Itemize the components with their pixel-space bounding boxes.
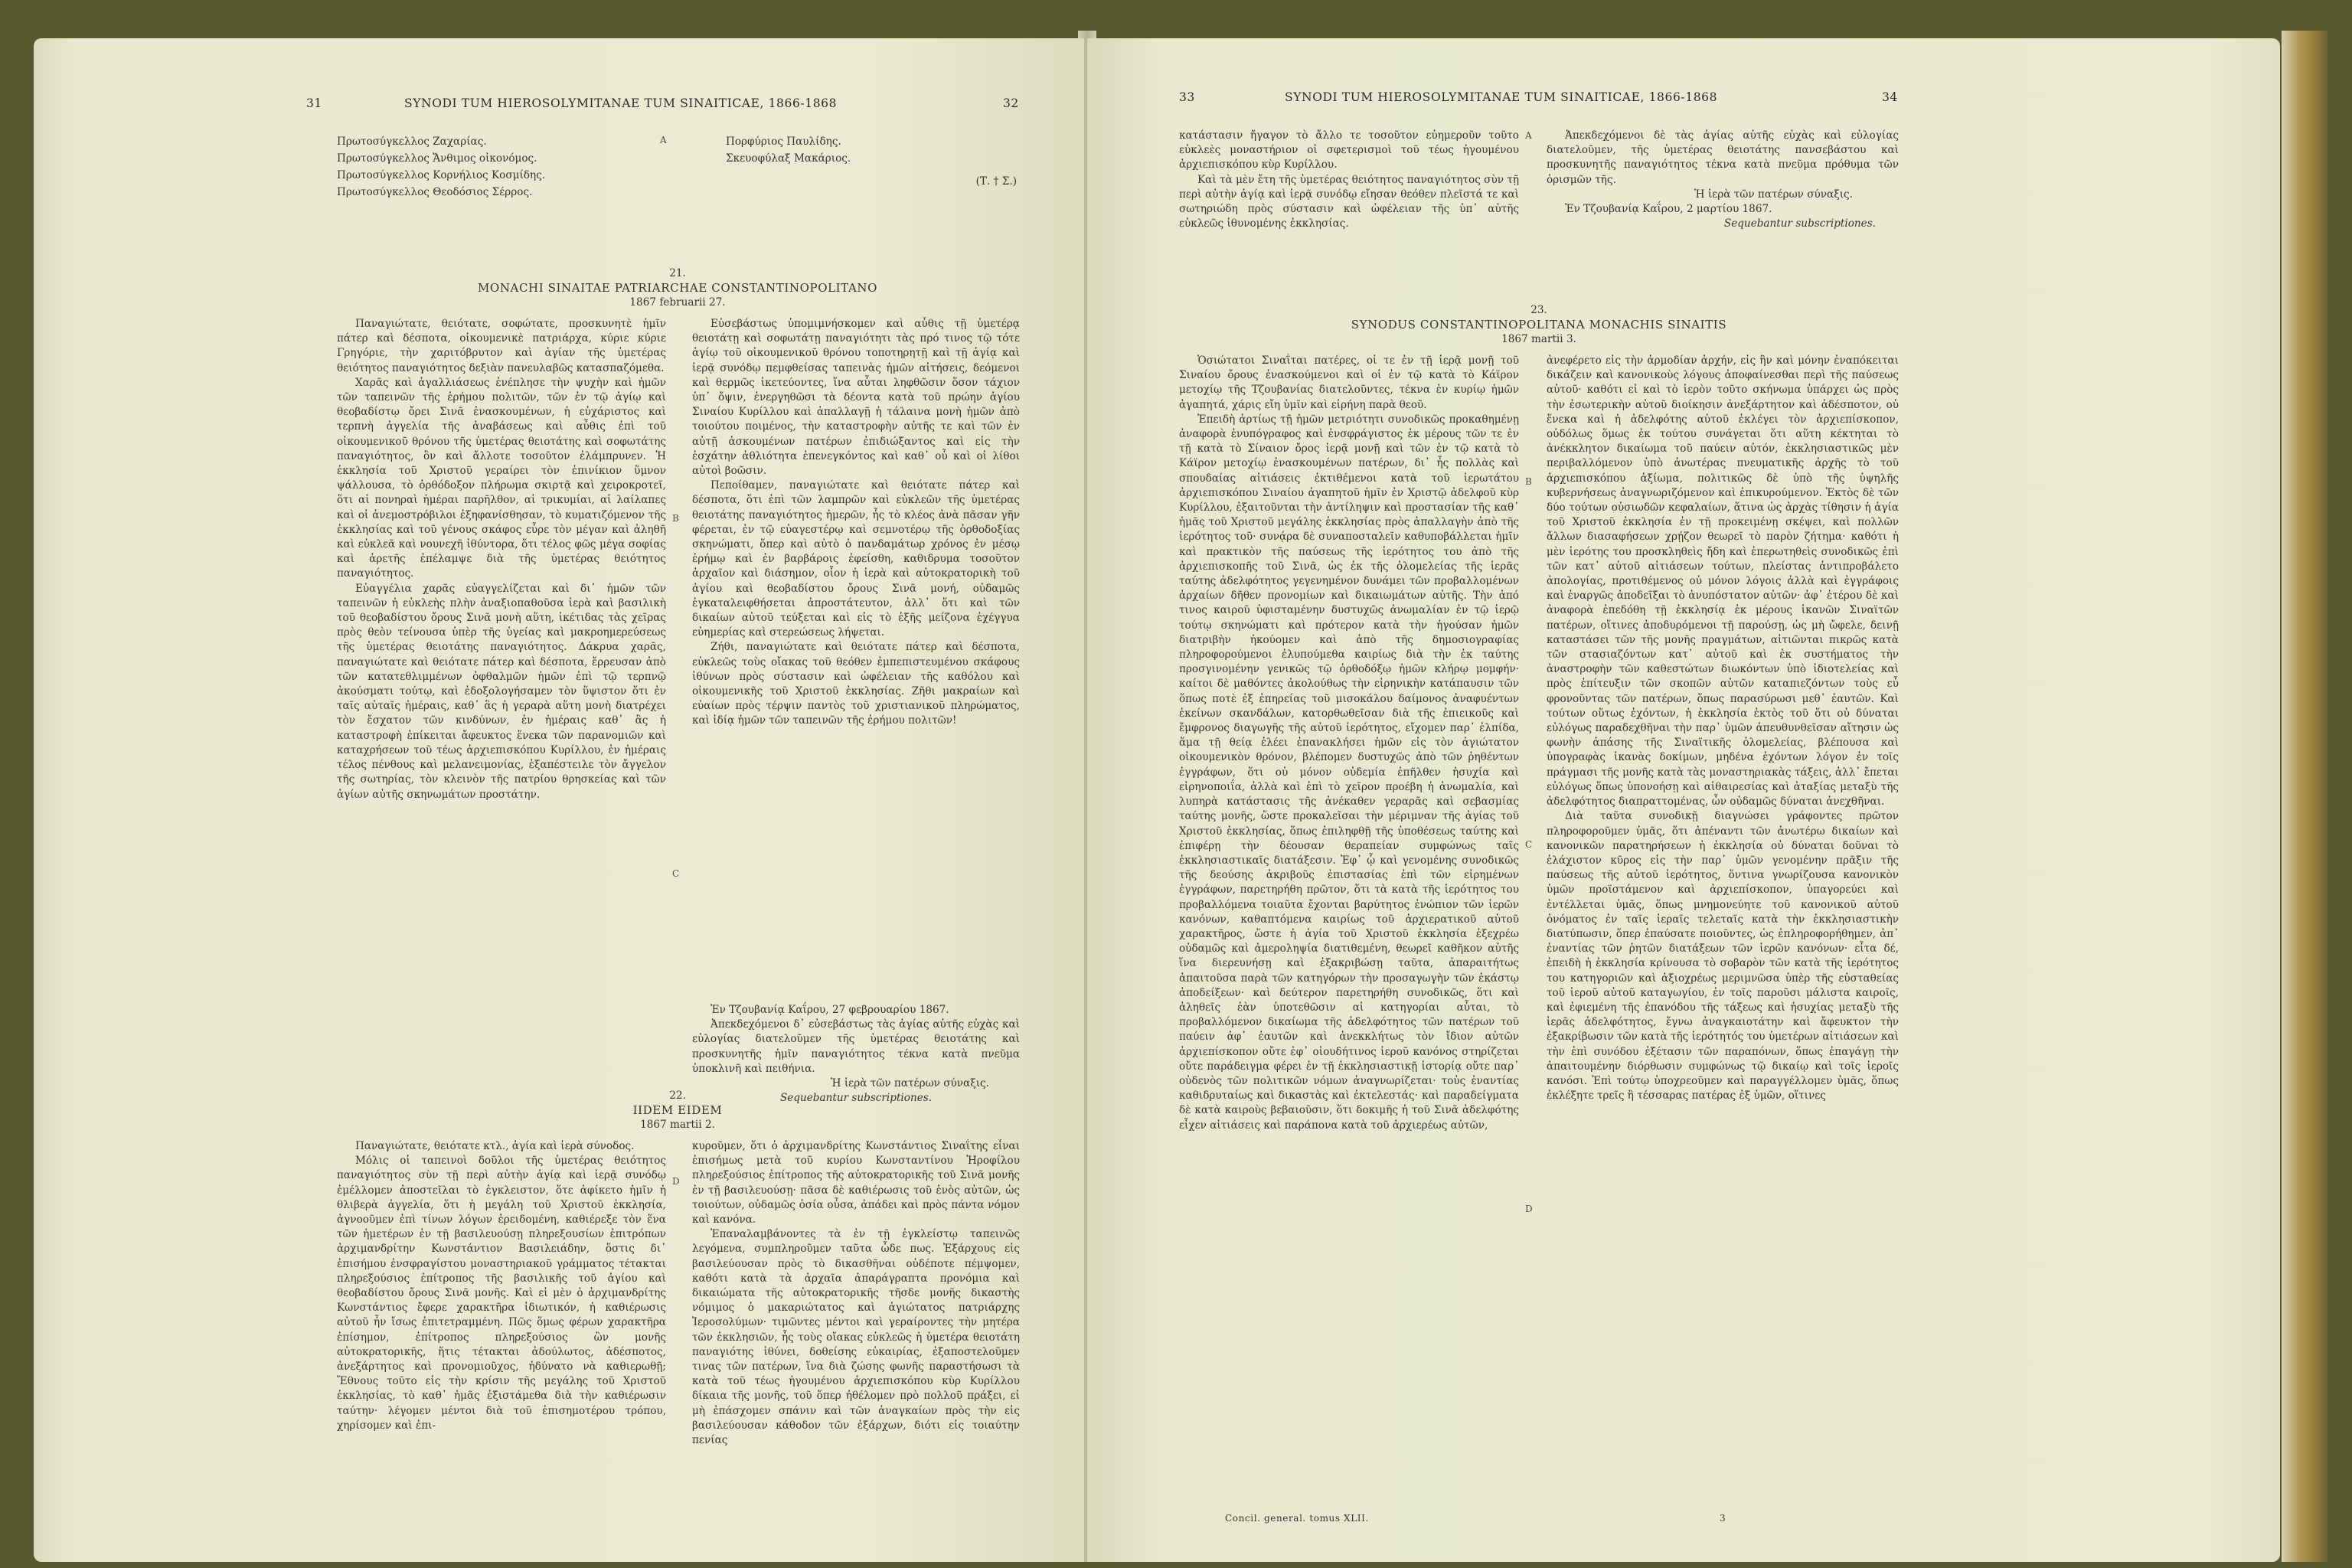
doc21-subscriptions-note: Sequebantur subscriptiones. [779,1092,933,1105]
paragraph: κυροῦμεν, ὅτι ὁ ἀρχιμανδρίτης Κωνστάντιος Σιναΐτης εἶναι ἐπισήμως μετὰ τοῦ κυρίου Κωνσταντίνου Ἡροφίλου πληρεξούσιος ἐπίτροπος τῆς αὐτοκρατορικῆς τοῦ Σινᾶ μονῆς ἐν τῇ βασιλευούσῃ· πᾶσα δὲ καθιέρωσις τοῦ ἑνὸς αὐτῶν, ὡς τοιούτων, οὐδαμῶς ὁσία οὖσα, ἀπάδει καὶ πρὸς πάντα νόμον καὶ κανόνα. [692,1140,1020,1227]
margin-letter-a-right: A [1525,130,1532,141]
paragraph: Ἐπειδὴ ἀρτίως τῇ ἡμῶν μετριότητι συνοδικῶς προκαθημένῃ ἀναφορὰ ἐνυπόγραφος καὶ ἐνσφράγιστος ἐκ μέρους τῶν τε ἐν τῇ κατὰ τὸ Σίναιον ὄρος ἱερᾷ μονῇ καὶ τῶν ἐν τῷ κατὰ τὸ Κάϊρον μετοχίῳ ἐνασκουμένων πατέρων, δι᾿ ἧς πολλὰς καὶ σπουδαίας αἰτιάσεις ἐκτιθέμενοι κατὰ τοῦ ἱερωτάτου ἀρχιεπισκόπου Σιναίου ἀγαπητοῦ ἡμῖν ἐν Χριστῷ ἀδελφοῦ κὺρ Κυρίλλου, ἐξαιτοῦνται τὴν ἀντίληψιν καὶ προστασίαν τῆς καθ᾿ ἡμᾶς τοῦ Χριστοῦ μεγάλης ἐκκλησίας πρὸς ἀπαλλαγὴν ἀπὸ τῆς ἱερότητος τοῦ· συνᾴρα δὲ συναποσταλεῖν καθυποβάλλεται ἡμῖν καὶ πρακτικὸν τῆς παύσεως τῆς ἱερότητος του ἀπὸ τῆς ἀρχιεπισκοπῆς τοῦ Σινᾶ, ὡς ἐκ τῆς ὁλομελείας τῆς ἱερᾶς ταύτης ἀδελφότητος γεγενημένον δυνάμει τῶν προβαλλομένων ἀρχαίων δῆθεν προνομίων καὶ δικαιωμάτων αὐτῆς. Τὴν ἀπό τινος καιροῦ ὑφισταμένην δυστυχῶς ἀνωμαλίαν ἐν τῷ ἱερῷ τούτῳ σκηνώματι καὶ πρότερον κατὰ τὴν ἡγούσαν ἡμῶν διατριβὴν ἠκούομεν καὶ ἀπὸ τῆς δημοσιογραφίας πληροφορούμενοι ἐλυπούμεθα καιρίως διὰ τὴν ἐκ ταύτης προσγινομένην γενικῶς τῷ ὀρθοδόξῳ ἡμῶν κλήρῳ μομφήν· καίτοι δὲ μαθόντες ἀκολούθως τὴν εἰρηνικὴν κατάπαυσιν τῶν ὅπως ποτὲ ἐξ ἐπηρείας τοῦ μισοκάλου δαίμονος ἀναφυέντων ἐκείνων σκανδάλων, κατορθωθεῖσαν διὰ τῆς ἐπιεικοῦς καὶ ἔμφρονος διαγωγῆς τῆς αὐτοῦ ἱερότητος, εἴχομεν παρ᾿ ἐλπίδα, ἅμα τῇ θείᾳ ἐλέει ἐπανακλήσει ἡμῶν εἰς τὸν ἁγιώτατον οἰκουμενικὸν θρόνον, βλέπομεν δυστυχῶς ἀπὸ τῶν ῥηθέντων ἐγγράφων, ὅτι οὐ μόνον οὐδεμία ἐπῆλθεν ἡσυχία καὶ εἰρηνοποιΐα, ἀλλὰ καὶ ἐπὶ τὸ χεῖρον προέβη ἡ ἀνωμαλία, καὶ λυπηρὰ κατάστασις τῆς ἀνέκαθεν γεραρᾶς καὶ σεβασμίας ταύτης μονῆς, ὥστε προκαλεῖσαι τὴν μέριμναν τῆς ἁγίας τοῦ Χριστοῦ ἐκκλησίας, ὅπως ἐπιληφθῇ τῆς ὑποθέσεως ταύτης καὶ ἐπιφέρῃ τὴν δέουσαν θεραπείαν συμφώνως ταῖς ἐκκλησιαστικαῖς διατάξεσιν. Ἐφ᾿ ᾧ καὶ γενομένης συνοδικῶς τῆς δεούσης ἀκριβοῦς ἐπιστασίας ἐπὶ τῶν εἰρημένων ἐγγράφων, παρετηρήθη πρῶτον, ὅτι τὰ κατὰ τῆς ἱερότητος του προβαλλόμενα τοιαῦτα ἔχονται βαρύτητος ἐνώπιον τῶν ἱερῶν κανόνων, καθαπτόμενα καιρίως τοῦ ἀρχιερατικοῦ αὐτοῦ χαρακτῆρος, ὥστε ἡ ἁγία τοῦ Χριστοῦ ἐκκλησία ἐξεχρέω οὐδαμῶς καὶ ἀμεροληψία διατιθεμένη, θεωρεῖ καθῆκον αὐτῆς ἵνα διερευνήσῃ καὶ ἐξακριβώσῃ ταῦτα, ἀπαραιτήτως ἀπαιτοῦσα παρὰ τῶν κατηγόρων τὴν προσαγωγὴν τῶν ἑκάστῳ ἀποδείξεων· καὶ δεύτερον παρετηρήθη συνοδικῶς, ὅτι καὶ ἀληθεῖς ἐὰν ὑποτεθῶσιν αἱ κατηγορίαι αὗται, τὸ προβαλλόμενον δικαίωμα τῆς ἀδελφότητος τῶν πατέρων τοῦ παύειν ἀφ᾿ ἑαυτῶν καὶ ἀνεκκλήτως τὸν ἴδιον αὐτῶν ἀρχιεπίσκοπον οὔτε ἐφ᾿ οἱουδήτινος ἱεροῦ κανόνος στηρίζεται οὔτε παράδειγμα φέρει ἐν τῇ ἐκκλησιαστικῇ ἱστορίᾳ οὔτε παρ᾿ οὐδενὸς τῶν πολιτικῶν νόμων ἀναγνωρίζεται· τοὐς ἐναντίας καθιδρυταίως καὶ δικαστὰς καὶ ἐκτελεστάς· καὶ παραδείγματα δὲ κατὰ καιροὺς βεβαιοῦσιν, ὅτι δοκιμῆς ἡ τοῦ Σινᾶ ἀδελφότης εἶχεν αἰτιάσεις καὶ παράπονα κατὰ τοῦ ἀρχιερέως αὐτῶν, [1179,413,1519,1132]
right-page-number-33: 33 [1179,90,1195,104]
left-running-title: SYNODI TUM HIEROSOLYMITANAE TUM SINAITICAE, 1866-1868 [404,96,838,110]
doc22-column-1 [337,1139,666,1522]
doc22-place-date: Ἐν Τζουβανίᾳ Καΐρου, 2 μαρτίου 1867. [1565,203,1772,216]
doc22-continuation-col2 [1547,129,1899,231]
left-page [34,38,1084,1562]
signers-right [726,133,1017,190]
right-page [1087,38,2280,1562]
doc23-date: 1867 martii 3. [1501,333,1576,346]
signer: Πρωτοσύγκελλος Ζαχαρίας. [337,136,487,148]
signers-left [337,133,643,201]
doc23-column-1 [1179,354,1519,1501]
paragraph: κατάστασιν ἤγαγον τὸ ἄλλο τε τοσοῦτον εὐημεροῦν τοῦτο εὐκλεὲς μοναστήριον οἱ σφετερισμοὶ τοῦ τέως ἡγουμένου ἀρχιεπισκόπου κὺρ Κυρίλλου. [1179,129,1519,172]
signer: Πρωτοσύγκελλος Ἄνθιμος οἰκονόμος. [337,152,537,165]
doc21-column-2 [692,317,1020,1106]
left-page-number-32: 32 [1003,96,1019,110]
paragraph: Παναγιώτατε, θειότατε κτλ., ἁγία καὶ ἱερὰ σύνοδος. [355,1140,635,1152]
doc23-number: 23. [1530,304,1547,316]
doc23-column-2 [1547,354,1899,1501]
doc21-column-1 [337,317,666,1121]
signature-number: 3 [1720,1513,1726,1524]
margin-letter-c: C [672,868,680,879]
seal-note: (Τ. † Σ.) [975,175,1017,188]
doc21-signature: Ἡ ἱερὰ τῶν πατέρων σύναξις. [831,1077,989,1090]
margin-letter-b-right: B [1525,476,1532,487]
doc21-heading [337,266,1018,311]
doc21-date: 1867 februarii 27. [629,296,726,309]
doc22-title: IIDEM EIDEM [632,1103,723,1118]
margin-letter-c-right: C [1525,839,1533,850]
doc23-title: SYNODUS CONSTANTINOPOLITANA MONACHIS SINAITIS [1351,318,1727,332]
paragraph: Εὐσεβάστως ὑπομιμνήσκομεν καὶ αὖθις τῇ ὑμετέρᾳ θειοτάτῃ καὶ σοφωτάτῃ παναγιότητι τὰς πρό τινος τῷ τότε ἁγίῳ τοῦ οἰκουμενικοῦ θρόνου τοποτηρητῇ καὶ τῇ ἁγίᾳ καὶ ἱερᾷ συνόδῳ πεμφθείσας ταπεινὰς ἡμῶν αἰτήσεις, δεόμενοι καὶ θερμῶς ἱκετεύοντες, ἵνα αὗται ληφθῶσιν ὅσον τάχιον ὑπ᾿ ὄψιν, ἐνεργηθῶσι τὰ δέοντα κατὰ τοῦ πρώην ἁγίου Σιναίου Κυρίλλου καὶ ἀπαλλαγῇ ἡ τάλαινα μονὴ ἡμῶν ἀπὸ τοιούτου ποιμένος, τὴν καταστροφὴν αὐτῆς τε καὶ τῶν ἐν αὐτῇ ἀσκουμένων πατέρων ἐπιδιώξαντος καὶ εἰς τὴν ἐσχάτην ἀθλιότητα ἐπενεγκόντος καὶ καθ᾿ οὗ καὶ οἱ λίθοι αὐτοὶ βοῶσιν. [692,318,1020,478]
doc21-place-date: Ἐν Τζουβανίᾳ Καΐρου, 27 φεβρουαρίου 1867. [710,1004,949,1016]
doc22-date: 1867 martii 2. [640,1119,715,1132]
paragraph: Καὶ τὰ μὲν ἔτη τῆς ὑμετέρας θειότητος παναγιότητος σὺν τῇ περὶ αὐτὴν ἁγίᾳ καὶ ἱερᾷ συνόδῳ εἴησαν θεόθεν πλεῖστά τε καὶ σωτηριώδη πρὸς σύστασιν καὶ ὠφέλειαν τῆς ὑπ᾿ αὐτῆς εὐκλεῶς ἰθυνομένης ἐκκλησίας. [1179,173,1519,230]
paragraph: Παναγιώτατε, θειότατε, σοφώτατε, προσκυνητὲ ἡμῖν πάτερ καὶ δέσποτα, οἰκουμενικὲ πατριάρχα, κύριε κύριε Γρηγόριε, τὴν χαριτόβρυτον καὶ ἁγίαν τῆς ὑμετέρας θειότητος παναγιότητος δεξιὰν πανευλαβῶς κατασπαζόμεθα. [337,318,666,374]
margin-letter-d: D [672,1176,680,1187]
paragraph: Μόλις οἱ ταπεινοὶ δοῦλοι τῆς ὑμετέρας θειότητος παναγιότητος σὺν τῇ περὶ αὐτὴν ἁγίᾳ καὶ ἱερᾷ συνόδῳ ἐμέλλομεν ἀποστεῖλαι τὸ ἐγκλειστον, ὅτε ἀφίκετο ἡμῖν ἡ θλιβερὰ ἀγγελία, ὅτι ἡ μεγάλη τοῦ Χριστοῦ ἐκκλησία, ἀγνοοῦμεν ἐπὶ τίνων λόγων ἐρειδομένη, καθιέρεξε τὸν ἕνα τῶν ἡμετέρων ἐν τῇ βασιλευούσῃ πληρεξουσίων ἐπιτρόπων ἀρχιμανδρίτην Κωνστάντιον Βασιλειάδην, ὅστις δι᾿ ἐπισήμου ἐνσφραγίστου μοναστηριακοῦ γράμματος τέτακται πληρεξούσιος ἐπίτροπος τῆς βασιλικῆς τοῦ ἁγίου καὶ θεοβαδίστου ὄρους Σινᾶ μονῆς. Καὶ εἰ μὲν ὁ ἀρχιμανδρίτης Κωνστάντιος ἔφερε χαρακτῆρα ἰδιωτικόν, ἡ καθιέρωσις αὐτοῦ ἦν ἴσως ἐπιτετραμμένη. Πῶς ὅμως φέρων χαρακτῆρα ἐπίσημον, ἐπίτροπος πληρεξούσιος ὢν μονῆς αὐτοκρατορικῆς, ἥτις τέτακται ἀδούλωτος, ἀδέσποτος, ἀνεξάρτητος καὶ προνομιοῦχος, ἠδύνατο νὰ καθιερωθῇ; Ἔθνους τοῦτο εἰς τὴν κρίσιν τῆς μεγάλης τοῦ Χριστοῦ ἐκκλησίας, τὸ καθ᾿ ἡμᾶς ἐξιστάμεθα διὰ τὴν καθιέρωσιν ταύτην· λέγομεν μέντοι διὰ τοῦ ἐπισημοτέρου τρόπου, χηρίσομεν καὶ ἐπι- [337,1155,666,1432]
doc22-heading [337,1089,1018,1133]
paragraph: Ζήθι, παναγιώτατε καὶ θειότατε πάτερ καὶ δέσποτα, εὐκλεῶς τοὺς οἴακας τοῦ θεόθεν ἐμπεπιστευμένου σκάφους ἰθύνων πρὸς σύστασιν καὶ ὠφέλειαν τῆς καθόλου καὶ οἰκουμενικῆς τοῦ Χριστοῦ ἐκκλησίας. Ζῆθι μακραίων καὶ εὐαίων πρὸς τέρψιν παντὸς τοῦ χριστιανικοῦ πληρώματος, καὶ ἰδίᾳ ἡμῶν τῶν ταπεινῶν τῆς ἐρήμου πολιτῶν! [692,641,1020,727]
paragraph: Πεποίθαμεν, παναγιώτατε καὶ θειότατε πάτερ καὶ δέσποτα, ὅτι ἐπὶ τῶν λαμπρῶν καὶ εὐκλεῶν τῆς ὑμετέρας θειοτάτης παναγιότητος ἡμερῶν, ἧς τὸ κλέος ἀνὰ πᾶσαν γῆν φέρεται, ἐν τῷ εὐαγεστέρῳ καὶ σεμνοτέρῳ τῆς ὀρθοδοξίας σκηνώματι, ὅπερ καὶ αὐτὸ ὁ πανδαμάτωρ χρόνος ἐν μέσῳ ἐρήμῳ καὶ ἐν βαρβάροις ἐφείσθη, καθιδρυμα τοσοῦτον ἀρχαῖον καὶ διάσημον, οἷον ἡ ἱερὰ καὶ αὐτοκρατορικὴ τοῦ ἁγίου καὶ θεοβαδίστου ὄρους Σινᾶ μονή, οὐδαμῶς ἐγκαταλειφθήσεται ἀπροστάτευτον, ἀλλ᾿ ὅτι καὶ τῶν δικαίων αὐτοῦ τεύξεται καὶ εἰς τὸ ἑξῆς μείζονα ἐχέγγυα εὐημερίας καὶ στερεώσεως λήψεται. [692,479,1020,639]
margin-letter-d-right: D [1525,1204,1533,1214]
margin-letter-a: A [660,135,667,145]
left-page-number-31: 31 [306,96,322,110]
doc22-signature: Ἡ ἱερὰ τῶν πατέρων σύναξις. [1694,188,1853,201]
doc21-title: MONACHI SINAITAE PATRIARCHAE CONSTANTINOPOLITANO [477,281,878,296]
signer: Πρωτοσύγκελλος Κορνήλιος Κοσμίδης. [337,169,546,181]
paragraph: Ἐπαναλαμβάνοντες τὰ ἐν τῇ ἐγκλείστῳ ταπεινῶς λεγόμενα, συμπληροῦμεν ταῦτα ὧδε πως. Ἐξάρχους εἰς βασιλεύουσαν πρὸς τὸ δικασθῆναι οὐδέποτε πέμψομεν, καθότι κατὰ τὰ ἀρχαῖα ἀπαράγραπτα προνόμια καὶ δικαιώματα τῆς αὐτοκρατορικῆς τῆσδε μονῆς δικαστὴς νόμιμος ὁ μακαριώτατος καὶ ἁγιώτατος πατριάρχης Ἱεροσολύμων· τιμῶντες μέντοι καὶ γεραίροντες τὴν μητέρα τῶν ἐκκλησιῶν, ἧς τοὺς οἴακας εὐκλεῶς ἡ ὑμετέρα θειοτάτη παναγιότης ἰθύνει, δοθείσης εὐκαιρίας, ἐξαποστελοῦμεν τινας τῶν πατέρων, ἵνα διὰ ζώσης φωνῆς παραστήσωσι τὰ κατὰ τοῦ τέως ἡγουμένου ἀρχιεπισκόπου κὺρ Κυρίλλου δίκαια τῆς μονῆς, τοῦ ὅπερ ἠθέλομεν πρὸ πολλοῦ πράξει, εἰ μὴ ἐπάσχομεν σπάνιν καὶ τῶν ἀναγκαίων πρὸς τὴν εἰς βασιλεύουσαν κάθοδον τῶν ἐξάρχων, διότι εἰς τοιαύτην πενίας [692,1228,1020,1447]
doc21-closing: Ἀπεκδεχόμενοι δ᾿ εὐσεβάστως τὰς ἁγίας αὐτῆς εὐχὰς καὶ εὐλογίας διατελοῦμεν τῆς ὑμετέρας θειοτάτης καὶ προσκυνητῆς ἡμῖν παναγιότητος τέκνα κατὰ πνεῦμα ὑποκλινῆ καὶ πειθήνια. [692,1018,1020,1075]
signature-line: Concil. general. tomus XLII. [1225,1513,1369,1524]
signer: Πρωτοσύγκελλος Θεοδόσιος Σέρρος. [337,186,533,198]
doc22-subscriptions-note: Sequebantur subscriptiones. [1723,217,1876,230]
doc22-column-2 [692,1139,1020,1522]
paragraph: Ὁσιώτατοι Σιναΐται πατέρες, οἱ τε ἐν τῇ ἱερᾷ μονῇ τοῦ Σιναίου ὄρους ἐνασκούμενοι καὶ οἱ ἐν τῷ κατὰ τὸ Κάϊρον μετοχίῳ τῆς Τζουβανίας διατελοῦντες, τέκνα ἐν κυρίῳ ἡμῶν ἀγαπητά, χάρις εἴη ὑμῖν καὶ εἰρήνη παρὰ θεοῦ. [1179,354,1519,411]
book-cover-edge [2282,31,2328,1562]
paragraph: Διὰ ταῦτα συνοδικῇ διαγνώσει γράφοντες πρῶτον πληροφοροῦμεν ὑμᾶς, ὅτι ἀπέναντι τῶν ἀνωτέρω δικαίων καὶ κανονικῶν παρατηρήσεων ἡ ἐκκλησία οὐ δύναται δοῦναι τὸ ἐλάχιστον κῦρος εἰς τὴν παρ᾿ ὑμῶν γενομένην πρᾶξιν τῆς παύσεως τῆς αὐτοῦ ἱερότητος, ὅντινα γνωρίζουσα κανονικὸν ὑμῶν προϊστάμενον καὶ ἀρχιεπίσκοπον, ὑπαγορεύει καὶ ἐντέλλεται ὑμᾶς, ὅπως μνημονεύητε τοῦ κανονικοῦ αὐτοῦ ὀνόματος ἐν ταῖς ἱεραῖς τελεταῖς κατὰ τὴν ἐκκλησιαστικὴν διατύπωσιν, ὅπερ ἐπαύσατε ποιοῦντες, ὡς ἐπληροφορήθημεν, ἀπ᾿ ἐναντίας τῶν ῥητῶν διατάξεων τῶν ἱερῶν κανόνων· εἶτα δέ, ἐπειδὴ ἡ ἐκκλησία κρίνουσα τὸ σοβαρὸν τῶν κατὰ τῆς ἱερότητος του κατηγοριῶν καὶ ἀξιοχρέως μεριμνῶσα ὑπὲρ τῆς εὐσταθείας τοῦ ἱεροῦ αὐτοῦ καταγωγίου, ἐν τοῖς παροῦσι μάλιστα καιροῖς, καὶ ἐφιεμένη τῆς ἐπανόδου τῆς τάξεως καὶ ἡσυχίας μεταξὺ τῆς ἱερᾶς ἀδελφότητος, ἔγνω ἀναγκαιοτάτην καὶ ἄφευκτον τὴν ἐξακρίβωσιν τῶν κατὰ τῆς ἱερότητός του ὑμετέρων αἰτιάσεων καὶ τὴν ἐπὶ συνόδου ἐξέτασιν τῶν παραπόνων, ὅπως ἐπαγάγῃ τὴν ἀπαιτουμένην διόρθωσιν συμφώνως τῷ δικαίῳ καὶ τοῖς ἱεροῖς κανόσι. Ἐπὶ τούτῳ ὑποχρεοῦμεν καὶ παραγγέλλομεν ὑμᾶς, ὅπως ἐκλέξητε τρεῖς ἢ τέσσαρας πατέρας ἐξ ὑμῶν, οἵτινες [1547,810,1899,1102]
doc23-heading [1179,303,1899,348]
signer: Πορφύριος Παυλίδης. [726,136,841,148]
doc21-number: 21. [669,267,686,279]
right-running-title: SYNODI TUM HIEROSOLYMITANAE TUM SINAITICAE, 1866-1868 [1285,90,1718,104]
margin-letter-b: B [672,513,679,524]
paragraph: Χαρᾶς καὶ ἀγαλλιάσεως ἐνέπλησε τὴν ψυχὴν καὶ ἡμῶν τῶν ταπεινῶν τῆς ἐρήμου πολιτῶν, τῶν ἐν τῷ ἁγίῳ καὶ θεοβαδίστῳ ὄρει Σινᾶ ἐνασκουμένων, ἡ εὐχάριστος καὶ τερπνὴ ἀγγελία τῆς ἀναβάσεως καὶ αὖθις ἐπὶ τοῦ οἰκουμενικοῦ θρόνου τῆς ὑμετέρας θειοτάτης καὶ σοφωτάτης παναγιότητος, ὃν καὶ ἄλλοτε τοσοῦτον ἐλάμπρυνεν. Ἡ ἐκκλησία τοῦ Χριστοῦ γεραίρει τὸν ἐπινίκιον ὕμνον ψάλλουσα, τὸ ὀρθόδοξον πλήρωμα σκιρτᾷ καὶ χειροκροτεῖ, ὅτι αἱ πονηραὶ ἡμέραι παρῆλθον, αἱ τρικυμίαι, αἱ λαίλαπες καὶ οἱ ἀνεμοστρόβιλοι ἐξηφανίσθησαν, τὸ κυματιζόμενον τῆς ἐκκλησίας καὶ τοῦ γένους σκάφος εὗρε τὸν μέγαν καὶ ἀληθῆ καὶ εὐκλεᾶ καὶ νουνεχῆ ἰθύντορα, ὅτι τέλος φῶς μέγα σοφίας καὶ ἀρετῆς ἐπέλαμψε διὰ τῆς ὑμετέρας θειότητος παναγιότητος. [337,376,666,580]
paragraph: Εὐαγγέλια χαρᾶς εὐαγγελίζεται καὶ δι᾿ ἡμῶν τῶν ταπεινῶν ἡ εὐκλεὴς πλὴν ἀναξιοπαθοῦσα ἱερὰ καὶ βασιλικὴ τοῦ θεοβαδίστου ὄρους Σινᾶ μονὴ αὕτη, ἱκέτιδας τὰς χεῖρας πρὸς θεὸν τείνουσα ὑπὲρ τῆς ὑγείας καὶ μακροημερεύσεως τῆς ὑμετέρας θειοτάτης παναγιότητος. Δάκρυα χαρᾶς, παναγιώτατε καὶ θειότατε πάτερ καὶ δέσποτα, ἔρρευσαν ἀπὸ τῶν κατατεθλιμμένων ὀφθαλμῶν ἡμῶν ἐπὶ τῷ τερπνῷ ἀκούσματι τούτῳ, καὶ ἐδοξολογήσαμεν τὸν ὕψιστον ὅτι ἐν ταῖς αὐταῖς ἡμέραις, καθ᾿ ἃς ἡ γεραρὰ αὕτη μονὴ διατρέχει τὸν ἔσχατον τῶν κινδύνων, ἐν ἡμέραις καθ᾿ ἃς ἡ καταστροφὴ ἐπίκειται ἄφευκτος ἕνεκα τῶν παρανομιῶν καὶ καταχρήσεων τοῦ τέως ἀρχιεπισκόπου Κυρίλλου, ἐν ἡμέραις τέλος πένθους καὶ μελανειμονίας, ἐξαπέστειλε τὸν ἄγγελον τῆς σωτηρίας, τὸν κλεινὸν τῆς πατρίου θρησκείας καὶ τῶν ἁγίων αὐτῆς σκηνωμάτων προστάτην. [337,582,666,801]
right-page-number-34: 34 [1882,90,1898,104]
signer: Σκευοφύλαξ Μακάριος. [726,152,851,165]
doc22-continuation-col1 [1179,129,1519,270]
paragraph: ἀνεφέρετο εἰς τὴν ἁρμοδίαν ἀρχήν, εἰς ἣν καὶ μόνην ἐναπόκειται δικάζειν καὶ κανονικοὺς λόγους ἀποφαίνεσθαι περὶ τῆς παύσεως αὐτοῦ· καθότι εἰ καὶ τὸ ἱερὸν τοῦτο σκήνωμα ὑπάρχει ὡς πρὸς τὴν ἐσωτερικὴν αὐτοῦ διοίκησιν ἀνεξάρτητον καὶ ἀδέσποτον, οὐ ἕνεκα καὶ ἡ ἀδελφότης αὐτοῦ ἐκλέγει τὸν ἀρχιεπίσκοπον, οὐδόλως ὅμως ἐκ τούτου συνάγεται ὅτι αὕτη κέκτηται τὸ ἀνέκκλητον δικαίωμα τοῦ παύειν αὐτόν, ἐκκλησιαστικῶς μὲν περιβαλλόμενον ὑπὸ ἀνωτέρας πνευματικῆς ἀρχῆς τὸ τοῦ ἀρχιεπισκόπου ἀξίωμα, πολιτικῶς δὲ ὑπὸ τῆς ὑψηλῆς κυβερνήσεως ἀναγνωριζόμενον καὶ ἐπικυρούμενον. Ἐκτὸς δὲ τῶν δύο τούτων οὐσιωδῶν κεφαλαίων, ἅτινα ὡς ἀρχὰς τίθησιν ἡ ἁγία τοῦ Χριστοῦ ἐκκλησία ἐν τῇ προκειμένῃ σκέψει, καὶ πολλῶν ἄλλων διασαφήσεων χρῄζον θεωρεῖ τὸ παρὸν ζήτημα· καθότι ἡ μὲν ἱερότης του προσκληθεὶς ἤδη καὶ ἐπερωτηθεὶς συνοδικῶς ἐπὶ τῶν κατ᾿ αὐτοῦ αἰτιάσεων τούτων, πλείστας ἀντιπροβάλετο ἀπολογίας, προτιθέμενος οὐ μόνον λόγοις ἀλλὰ καὶ ἐγγράφοις καὶ ἐναργῶς ἀποδεῖξαι τὸ ἀνυπόστατον αὐτῶν· ἀφ᾿ ἑτέρου δὲ καὶ ἀναφορὰ ἐπεδόθη τῇ ἐκκλησίᾳ ἐκ μέρους ἱκανῶν Σιναϊτῶν πατέρων, οἵτινες ἀποδυρόμενοι τῇ παρούσῃ, ὡς μὴ ὤφελε, δεινῇ καταστάσει τῶν τῆς μονῆς πραγμάτων, αἰτιῶνται πικρῶς κατὰ τῶν στασιαζόντων κατ᾿ αὐτοῦ καὶ ἐκ συστήματος τὴν ἀναστροφὴν τῶν καθεστώτων διωκόντων ὑπὸ ἰδιοτελείας καὶ πρὸς ἐπίτευξιν τῶν σκοπῶν αὐτῶν καταπιεζόντων τοὺς εὖ φρονοῦντας τῶν πατέρων, ὅπως παρασύρωσι μεθ᾿ ἑαυτῶν. Καὶ τούτων οὕτως ἐχόντων, ἡ ἐκκλησία ἐκτὸς τοῦ ὅτι οὐ δύναται εὐλόγως παραδεχθῆναι τὴν παρ᾿ ὑμῶν ἀπευθυνθεῖσαν αἴτησιν ὡς φωνὴν ἁπάσης τῆς Σιναϊτικῆς ὁλομελείας, βλέπουσα καὶ ὑπογραφὰς ἱκανὰς δοκίμων, μηδένα ἐχόντων λόγον ἐν τοῖς πράγμασι τῆς μονῆς κατὰ τὰς μοναστηριακὰς τάξεις, ἀλλ᾿ ἔπεται εὐλόγως ὅπως ὑπονοήσῃ καὶ αἱθαιρεσίας καὶ ἀταξίας μεταξὺ τῆς ἀδελφότητος διαπραττομένας, ὧν οὐδαμῶς δύναται ἀνεχθῆναι. [1547,354,1899,808]
doc22-closing-right: Ἀπεκδεχόμενοι δὲ τὰς ἁγίας αὐτῆς εὐχὰς καὶ εὐλογίας διατελοῦμεν, τῆς ὑμετέρας θειοτάτης πανσεβάστου καὶ προσκυνητῆς παναγιότητος τέκνα κατὰ πνεῦμα πρόθυμα τῶν ὁρισμῶν τῆς. [1547,129,1899,186]
doc22-number: 22. [669,1089,686,1102]
